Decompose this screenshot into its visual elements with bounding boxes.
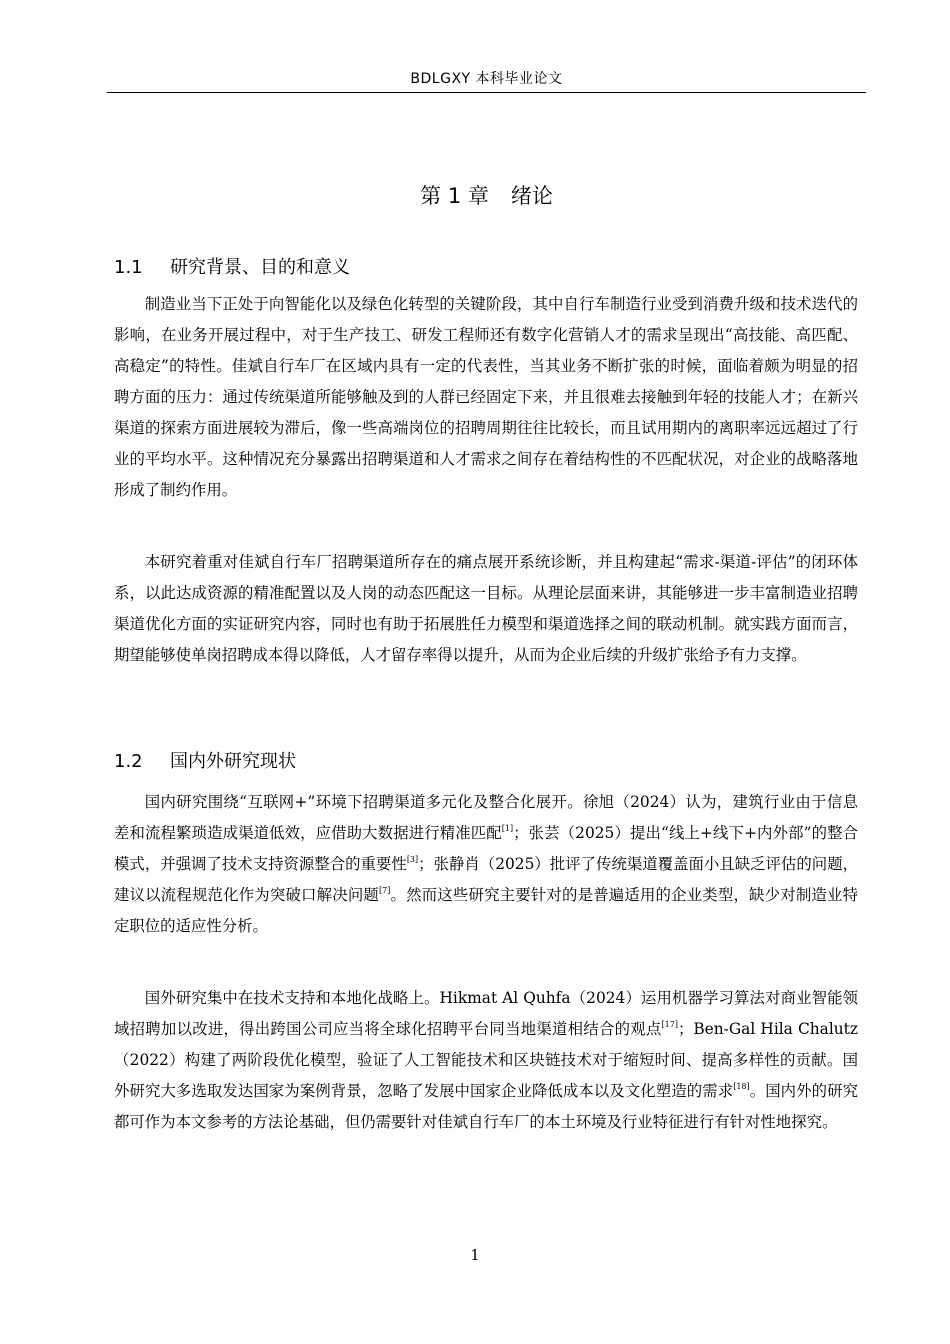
- paragraph-text: 国外研究集中在技术支持和本地化战略上。Hikmat Al Quhfa（2024）运用机器学习算法对商业智能领域招聘加以改进，得出跨国公司应当将全球化招聘平台同当地渠道相结合的观点: [114, 989, 858, 1038]
- paragraph: [114, 983, 858, 1138]
- chapter-name: 绪论: [510, 184, 553, 208]
- paragraph-text: ；Ben-Gal Hila Chalutz（2022）构建了两阶段优化模型，验证了人工智能技术和区块链技术对于缩短时间、提高多样性的贡献。国外研究大多选取发达国家为案例背景，忽略了发展中国家企业降低成本以及文化塑造的需求: [114, 1020, 858, 1100]
- paragraph: [114, 787, 858, 942]
- paragraph-text: ；张静肖（2025）批评了传统渠道覆盖面小且缺乏评估的问题，建议以流程规范化作为突破口解决问题: [114, 855, 858, 904]
- paragraph-text: 。然而这些研究主要针对的是普遍适用的企业类型，缺少对制造业特定职位的适应性分析。: [114, 886, 858, 935]
- citation: [18]: [733, 1082, 750, 1091]
- citation: [1]: [501, 824, 514, 833]
- paragraph-text: 。国内外的研究都可作为本文参考的方法论基础，但仍需要针对佳斌自行车厂的本土环境及行业特征进行有针对性地探究。: [114, 1082, 858, 1131]
- paragraph-text: ；张芸（2025）提出“线上+线下+内外部”的整合模式，并强调了技术支持资源整合的重要性: [114, 824, 858, 873]
- section-title: 国内外研究现状: [170, 751, 296, 772]
- section-number: 1.2: [114, 751, 143, 772]
- citation: [7]: [379, 886, 391, 895]
- section-number: 1.1: [114, 257, 143, 278]
- paragraph-text: 国内研究围绕“互联网+”环境下招聘渠道多元化及整合化展开。徐旭（2024）认为，建筑行业由于信息差和流程繁琐造成渠道低效，应借助大数据进行精准匹配: [114, 793, 858, 842]
- chapter-number: 第 1 章: [420, 184, 489, 208]
- paragraph: 本研究着重对佳斌自行车厂招聘渠道所存在的痛点展开系统诊断，并且构建起“需求-渠道-评估”的闭环体系，以此达成资源的精准配置以及人岗的动态匹配这一目标。从理论层面来讲，其能够进一步丰富制造业招聘渠道优化方面的实证研究内容，同时也有助于拓展胜任力模型和渠道选择之间的联动机制。就实践方面而言，期望能够使单岗招聘成本得以降低，人才留存率得以提升，从而为企业后续的升级扩张给予有力支撑。: [114, 553, 858, 664]
- citation: [17]: [661, 1020, 678, 1029]
- section-title: 研究背景、目的和意义: [170, 257, 350, 278]
- page-number: 1: [470, 1246, 480, 1264]
- citation: [3]: [406, 855, 419, 864]
- header-rule: [107, 92, 866, 93]
- paragraph: 制造业当下正处于向智能化以及绿色化转型的关键阶段，其中自行车制造行业受到消费升级和技术迭代的影响，在业务开展过程中，对于生产技工、研发工程师还有数字化营销人才的需求呈现出“高技能、高匹配、高稳定”的特性。佳斌自行车厂在区域内具有一定的代表性，当其业务不断扩张的时候，面临着颇为明显的招聘方面的压力：通过传统渠道所能够触及到的人群已经固定下来，并且很难去接触到年轻的技能人才；在新兴渠道的探索方面进展较为滞后，像一些高端岗位的招聘周期往往比较长，而且试用期内的离职率远远超过了行业的平均水平。这种情况充分暴露出招聘渠道和人才需求之间存在着结构性的不匹配状况，对企业的战略落地形成了制约作用。: [114, 295, 858, 499]
- section-heading-1-2: [114, 747, 296, 773]
- chapter-title: [107, 180, 866, 210]
- running-header: BDLGXY 本科毕业论文: [410, 71, 563, 87]
- section-heading-1-1: [114, 253, 350, 279]
